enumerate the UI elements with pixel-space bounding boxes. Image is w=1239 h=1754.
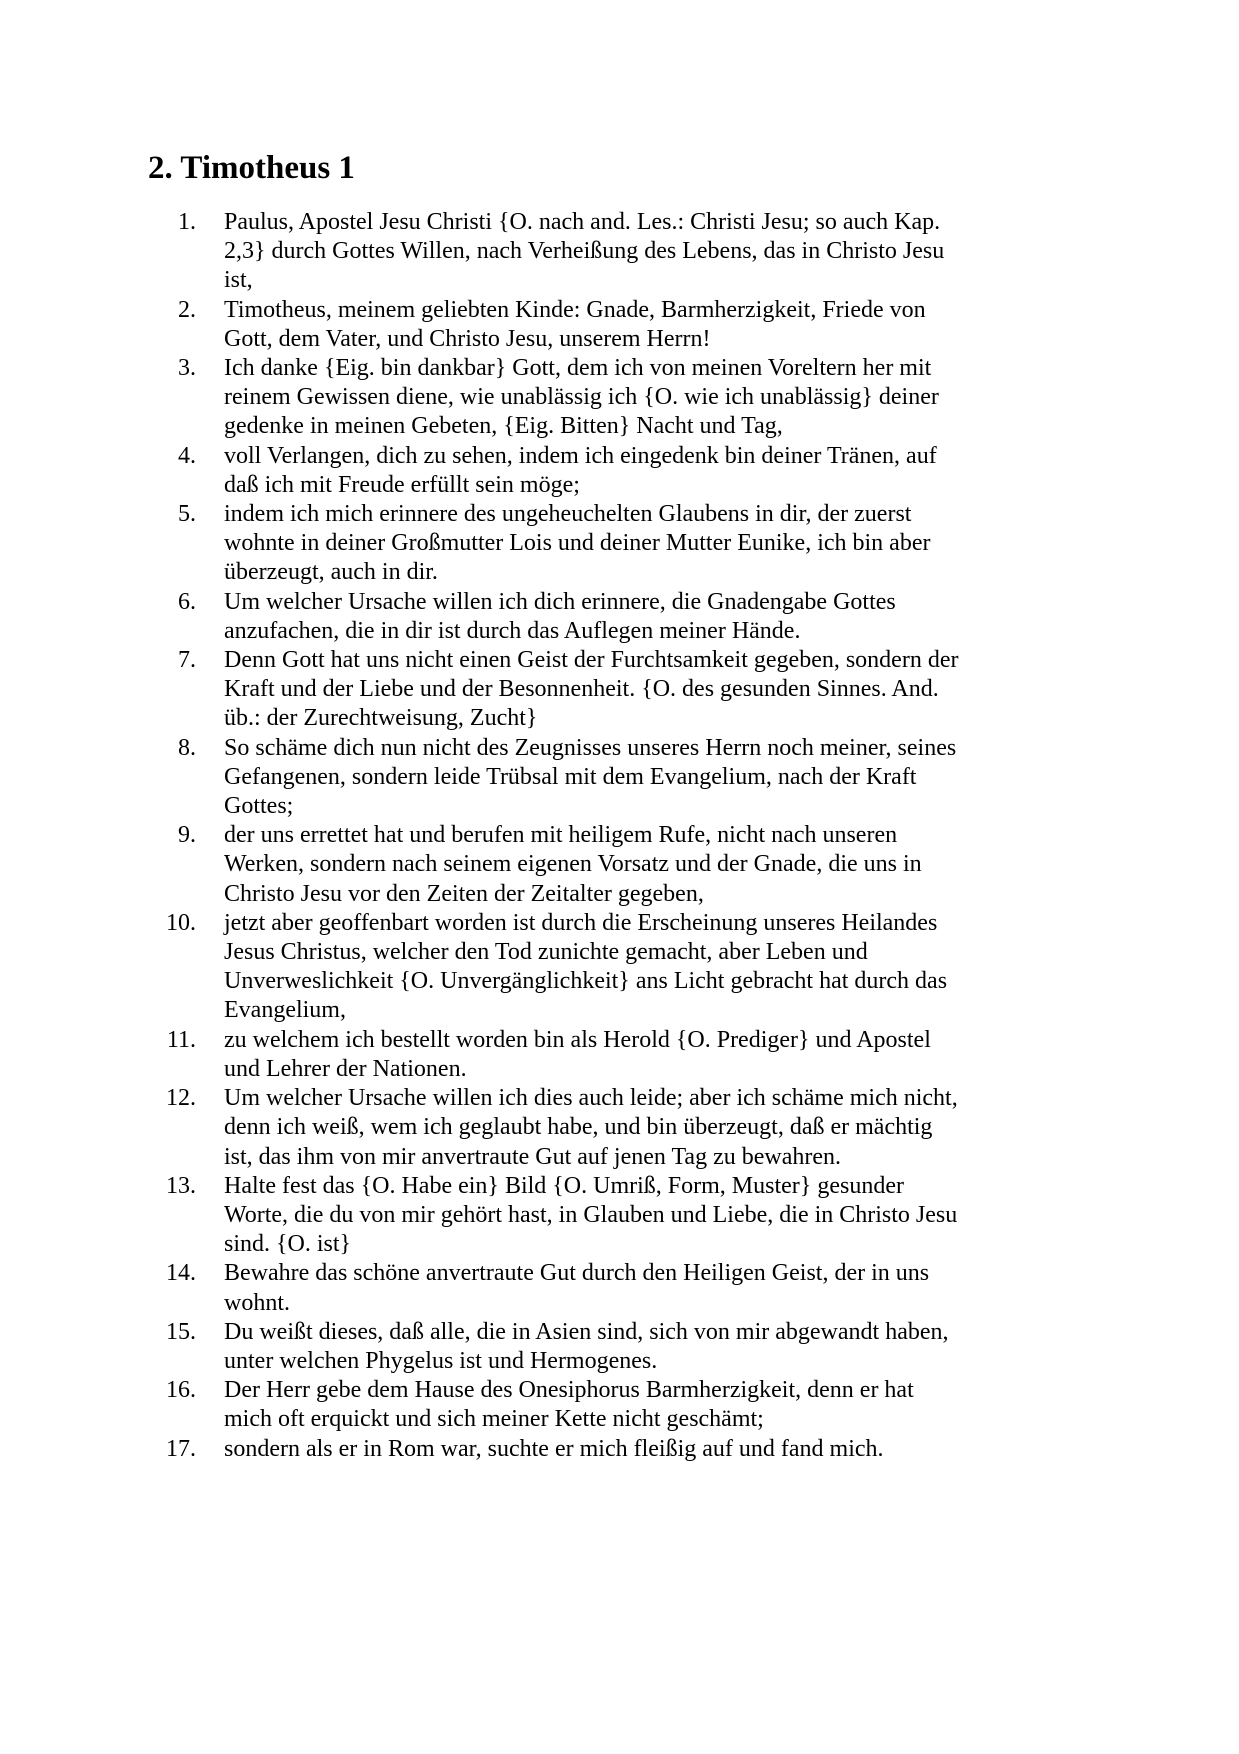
verse-list <box>0 208 1239 1464</box>
verse-text-line: voll Verlangen, dich zu sehen, indem ich eingedenk bin deiner Tränen, auf <box>224 442 937 469</box>
verse-text <box>224 734 1239 822</box>
verse-text <box>224 1376 1239 1434</box>
verse-text-line: daß ich mit Freude erfüllt sein möge; <box>224 471 580 498</box>
verse-text-line: Gottes; <box>224 793 294 820</box>
verse-text <box>224 208 1239 296</box>
verse-text-line: Bewahre das schöne anvertraute Gut durch den Heiligen Geist, der in uns <box>224 1260 930 1287</box>
verse-text-line: Paulus, Apostel Jesu Christi {O. nach and. Les.: Christi Jesu; so auch Kap. <box>224 209 941 235</box>
verse-text-line: Unverweslichkeit {O. Unvergänglichkeit} ans Licht gebracht hat durch das <box>224 968 948 995</box>
verse-text-line: indem ich mich erinnere des ungeheuchelten Glaubens in dir, der zuerst <box>224 501 912 528</box>
verse-text-line: Kraft und der Liebe und der Besonnenheit. {O. des gesunden Sinnes. And. <box>224 676 939 703</box>
verse-text-line: reinem Gewissen diene, wie unablässig ich {O. wie ich unablässig} deiner <box>224 384 939 411</box>
verse-text-line: Evangelium, <box>224 997 346 1024</box>
verse-number: 17. <box>166 1435 196 1462</box>
verse-text-line: Gefangenen, sondern leide Trübsal mit dem Evangelium, nach der Kraft <box>224 763 917 790</box>
verse-text-line: ist, <box>224 267 253 294</box>
verse-item <box>0 442 1239 500</box>
verse-number: 2. <box>178 296 196 323</box>
verse-text-line: denn ich weiß, wem ich geglaubt habe, und bin überzeugt, daß er mächtig <box>224 1114 933 1141</box>
verse-item <box>0 588 1239 646</box>
verse-text <box>224 1084 1239 1172</box>
verse-text <box>224 296 1239 354</box>
verse-text-line: Worte, die du von mir gehört hast, in Glauben und Liebe, die in Christo Jesu <box>224 1201 958 1228</box>
verse-item <box>0 1084 1239 1172</box>
verse-text-line: Halte fest das {O. Habe ein} Bild {O. Umriß, Form, Muster} gesunder <box>224 1172 904 1199</box>
verse-text-line: Christo Jesu vor den Zeiten der Zeitalter gegeben, <box>224 880 704 907</box>
verse-text-line: wohnt. <box>224 1289 290 1316</box>
verse-item <box>0 1376 1239 1434</box>
verse-text-line: der uns errettet hat und berufen mit heiligem Rufe, nicht nach unseren <box>224 822 898 849</box>
verse-number: 7. <box>178 647 196 674</box>
verse-text-line: Timotheus, meinem geliebten Kinde: Gnade, Barmherzigkeit, Friede von <box>224 296 926 323</box>
verse-item <box>0 1026 1239 1084</box>
verse-item <box>0 646 1239 734</box>
verse-text-line: Ich danke {Eig. bin dankbar} Gott, dem ich von meinen Voreltern her mit <box>224 355 932 382</box>
verse-text-line: sind. {O. ist} <box>224 1231 352 1258</box>
verse-text <box>224 1259 1239 1317</box>
verse-text <box>224 1318 1239 1376</box>
verse-text-line: wohnte in deiner Großmutter Lois und deiner Mutter Eunike, ich bin aber <box>224 530 931 557</box>
verse-text <box>224 588 1239 646</box>
verse-number: 4. <box>178 442 196 469</box>
verse-number: 9. <box>178 822 196 849</box>
verse-text-line: zu welchem ich bestellt worden bin als Herold {O. Prediger} und Apostel <box>224 1026 931 1053</box>
verse-text <box>224 500 1239 588</box>
verse-item <box>0 1318 1239 1376</box>
verse-item <box>0 208 1239 296</box>
verse-item <box>0 821 1239 909</box>
verse-number: 10. <box>166 909 196 936</box>
verse-text-line: mich oft erquickt und sich meiner Kette nicht geschämt; <box>224 1406 764 1433</box>
verse-text-line: Gott, dem Vater, und Christo Jesu, unserem Herrn! <box>224 325 711 352</box>
verse-text-line: ist, das ihm von mir anvertraute Gut auf jenen Tag zu bewahren. <box>224 1143 842 1170</box>
verse-item <box>0 1259 1239 1317</box>
verse-text-line: überzeugt, auch in dir. <box>224 559 438 586</box>
verse-number: 8. <box>178 734 196 761</box>
verse-item <box>0 296 1239 354</box>
verse-text <box>224 442 1239 500</box>
verse-number: 6. <box>178 588 196 615</box>
verse-text-line: jetzt aber geoffenbart worden ist durch die Erscheinung unseres Heilandes <box>224 909 938 936</box>
verse-text-line: Du weißt dieses, daß alle, die in Asien sind, sich von mir abgewandt haben, <box>224 1318 949 1345</box>
verse-text-line: und Lehrer der Nationen. <box>224 1055 467 1082</box>
verse-number: 16. <box>166 1377 196 1404</box>
verse-text-line: üb.: der Zurechtweisung, Zucht} <box>224 705 538 732</box>
verse-number: 1. <box>178 209 196 235</box>
verse-number: 3. <box>178 355 196 382</box>
verse-item <box>0 500 1239 588</box>
verse-text-line: Um welcher Ursache willen ich dies auch leide; aber ich schäme mich nicht, <box>224 1085 958 1112</box>
verse-number: 11. <box>166 1026 196 1053</box>
verse-text-line: Um welcher Ursache willen ich dich erinnere, die Gnadengabe Gottes <box>224 588 896 615</box>
verse-number: 15. <box>166 1318 196 1345</box>
verse-item <box>0 1172 1239 1260</box>
verse-text-line: Der Herr gebe dem Hause des Onesiphorus Barmherzigkeit, denn er hat <box>224 1377 914 1404</box>
verse-text-line: Denn Gott hat uns nicht einen Geist der Furchtsamkeit gegeben, sondern der <box>224 647 959 674</box>
verse-text <box>224 909 1239 1026</box>
verse-number: 12. <box>166 1085 196 1112</box>
verse-number: 5. <box>178 501 196 528</box>
verse-text-line: sondern als er in Rom war, suchte er mich fleißig auf und fand mich. <box>224 1435 884 1462</box>
verse-text-line: gedenke in meinen Gebeten, {Eig. Bitten} Nacht und Tag, <box>224 413 783 440</box>
verse-item <box>0 1435 1239 1464</box>
verse-text <box>224 646 1239 734</box>
verse-item <box>0 354 1239 442</box>
verse-text-line: Werken, sondern nach seinem eigenen Vorsatz und der Gnade, die uns in <box>224 851 922 878</box>
verse-text-line: anzufachen, die in dir ist durch das Auflegen meiner Hände. <box>224 617 801 644</box>
verse-text <box>224 1026 1239 1084</box>
verse-item <box>0 909 1239 1026</box>
verse-text-line: Jesus Christus, welcher den Tod zunichte gemacht, aber Leben und <box>224 939 868 966</box>
verse-text <box>224 1172 1239 1260</box>
verse-text-line: unter welchen Phygelus ist und Hermogenes. <box>224 1347 658 1374</box>
verse-text <box>224 354 1239 442</box>
verse-text <box>224 1435 1239 1464</box>
verse-text-line: 2,3} durch Gottes Willen, nach Verheißung des Lebens, das in Christo Jesu <box>224 238 945 265</box>
page-title: 2. Timotheus 1 <box>148 150 355 186</box>
verse-number: 13. <box>166 1172 196 1199</box>
verse-text <box>224 821 1239 909</box>
verse-item <box>0 734 1239 822</box>
verse-text-line: So schäme dich nun nicht des Zeugnisses unseres Herrn noch meiner, seines <box>224 734 957 761</box>
verse-number: 14. <box>166 1260 196 1287</box>
